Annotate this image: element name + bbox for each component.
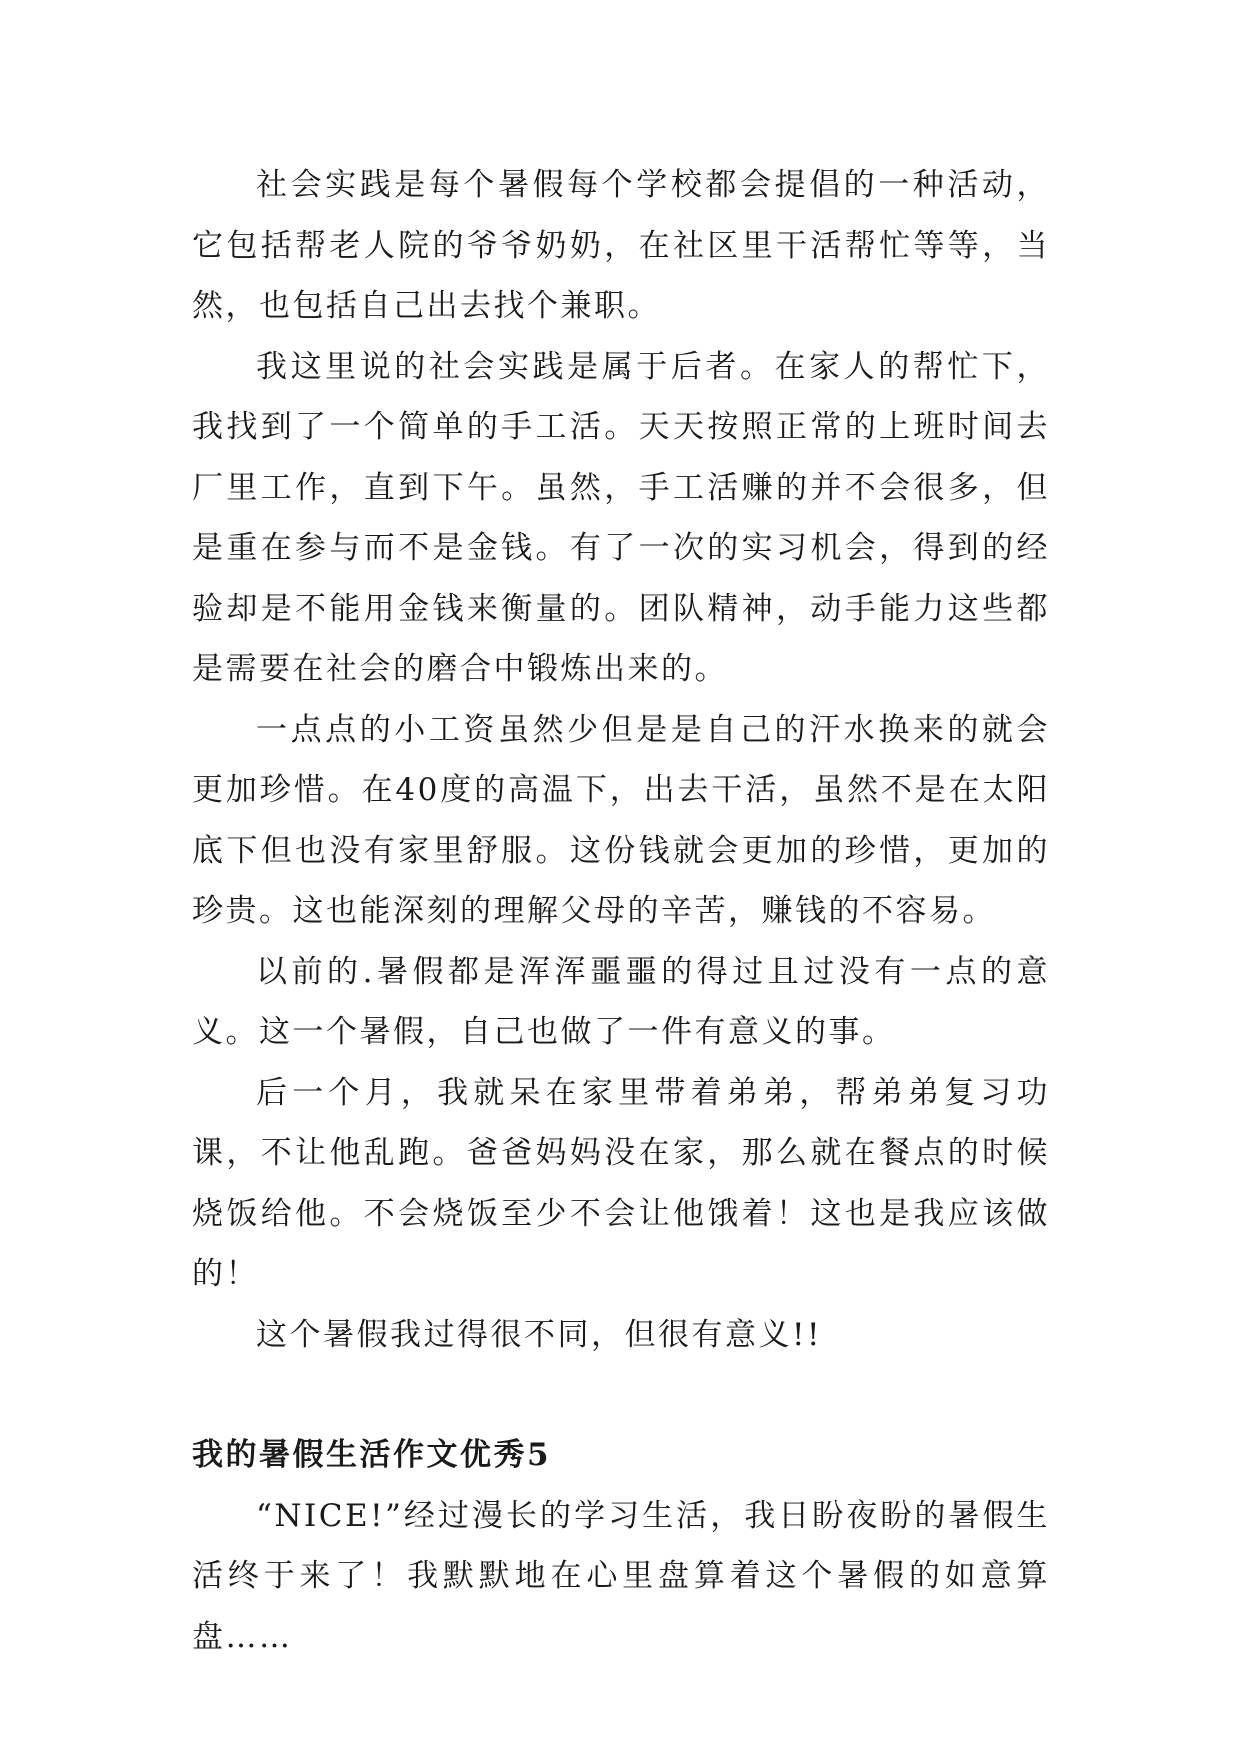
paragraph: 社会实践是每个暑假每个学校都会提倡的一种活动，它包括帮老人院的爷爷奶奶，在社区里干活帮忙等等，当然，也包括自己出去找个兼职。 [192, 167, 1050, 324]
paragraph: 后一个月，我就呆在家里带着弟弟，帮弟弟复习功课，不让他乱跑。爸爸妈妈没在家，那么就在餐点的时候烧饭给他。不会烧饭至少不会让他饿着！这也是我应该做的！ [192, 1074, 1050, 1292]
paragraph: 我这里说的社会实践是属于后者。在家人的帮忙下，我找到了一个简单的手工活。天天按照正常的上班时间去厂里工作，直到下午。虽然，手工活赚的并不会很多，但是重在参与而不是金钱。有了一次的实习机会，得到的经验却是不能用金钱来衡量的。团队精神，动手能力这些都是需要在社会的磨合中锻炼出来的。 [192, 348, 1050, 687]
paragraph: 一点点的小工资虽然少但是是自己的汗水换来的就会更加珍惜。在40度的高温下，出去干活，虽然不是在太阳底下但也没有家里舒服。这份钱就会更加的珍惜，更加的珍贵。这也能深刻的理解父母的辛苦，赚钱的不容易。 [192, 711, 1050, 929]
document-page [192, 155, 1050, 1667]
paragraph: 这个暑假我过得很不同，但很有意义!! [256, 1316, 822, 1353]
paragraph: “NICE!”经过漫长的学习生活，我日盼夜盼的暑假生活终于来了！我默默地在心里盘算着这个暑假的如意算盘…… [192, 1497, 1050, 1655]
section-title: 我的暑假生活作文优秀5 [192, 1437, 552, 1473]
paragraph: 以前的.暑假都是浑浑噩噩的得过且过没有一点的意义。这一个暑假，自己也做了一件有意义的事。 [192, 953, 1050, 1050]
